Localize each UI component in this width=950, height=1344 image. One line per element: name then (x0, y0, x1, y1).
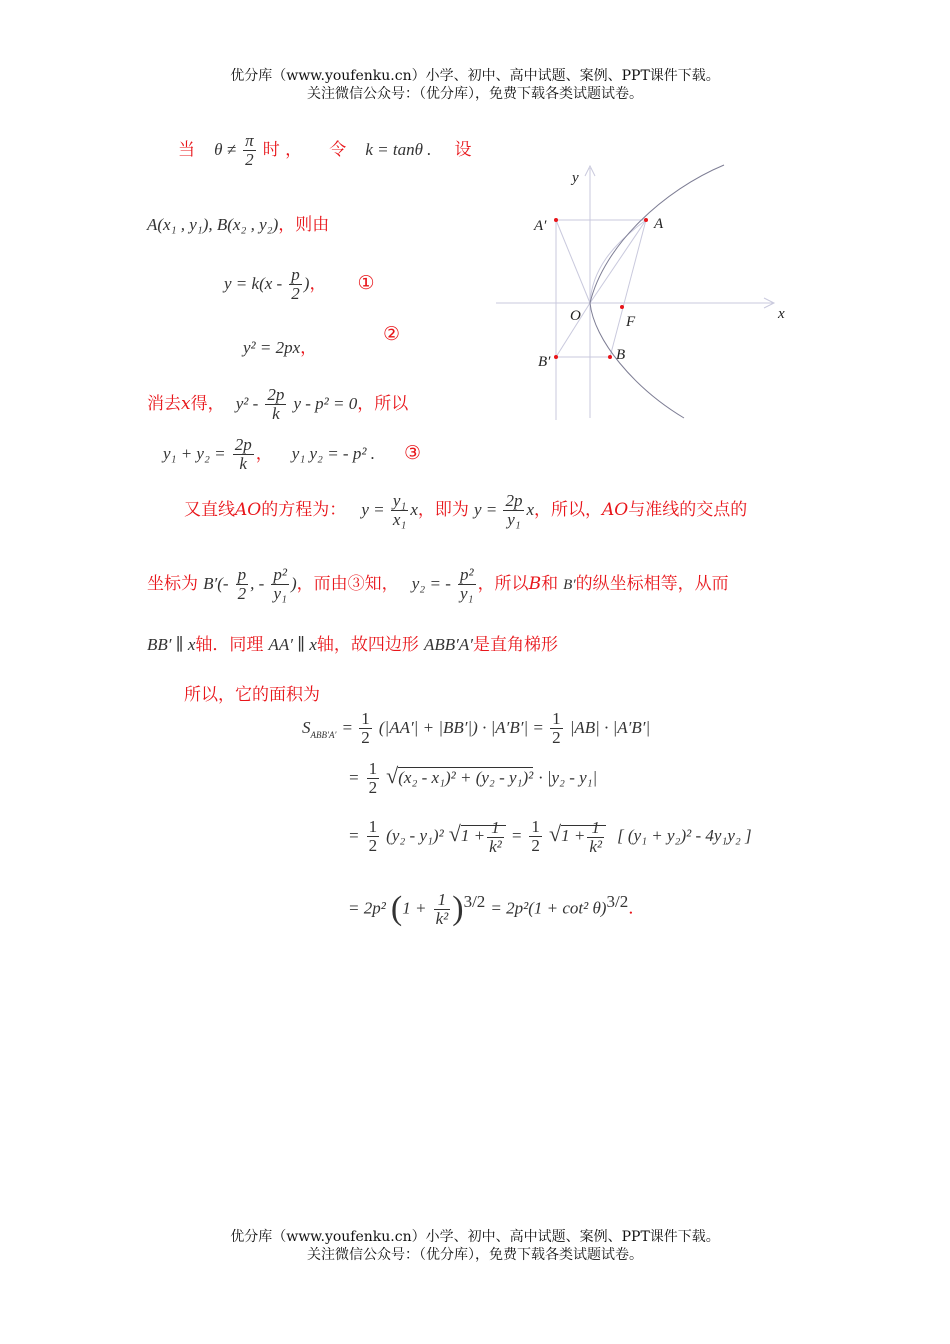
label-x: x (778, 306, 785, 322)
points: A(x₁ , y₁), B(x₂ , y₂) (147, 215, 279, 234)
segment-ab (610, 220, 646, 357)
text-zeyou: ，则由 (278, 215, 330, 235)
theta-neq: θ ≠ (214, 140, 237, 159)
footer-line-1: 优分库（www.youfenku.cn）小学、初中、高中试题、案例、PPT课件下载。 (230, 1229, 720, 1245)
k-tan: k = tanθ . (365, 140, 432, 159)
label-B-prime: B′ (538, 354, 551, 370)
label-F: F (626, 314, 636, 330)
circle-1: ① (357, 272, 375, 294)
area-line-2: = $\frac{1}{2}$ √(x₂ - x₁)² + (y₂ - y₁)² · |y₂ - y₁| (348, 759, 598, 797)
area-line-4: = 2p² (1 + $\frac{1}{\text{k²}}$ )$^{3/2}$ = 2p²(1 + cot² θ)$^{3/2}$． (348, 889, 646, 928)
bprime-line: 坐标为 B′(- $\frac{p}{2}$ , - $\frac{\text{p²}}{\text{y₁}}$ )，而由③知， y₂ = - $\frac{\text{p²}}{\text{y₁}}$ ，所以B和 B′的纵坐标相等，从而 (147, 565, 729, 603)
ao-line: 又直线AO的方程为： y = $\frac{\text{y₁}}{\text{x₁}}$ x，即为 y = $\frac{2p}{\text{y₁}}$ x，所以，AO与准线的交点的 (184, 491, 748, 529)
point-B-prime (554, 355, 558, 359)
label-y: y (572, 170, 579, 186)
segment-ao (556, 220, 590, 303)
label-O: O (570, 308, 581, 324)
footer-line-2: 关注微信公众号：（优分库），免费下载各类试题试卷。 (307, 1247, 643, 1263)
header-line-2: 关注微信公众号：（优分库），免费下载各类试题试卷。 (307, 86, 643, 102)
area-line-1: $S_{ABB'A'}$ = $\frac{1}{2}$ (|AA′| + |BB′|) · |A′B′| = $\frac{1}{2}$ |AB| · |A′B′| (302, 709, 651, 747)
point-F (620, 305, 624, 309)
pi-over-2: $\frac{\pi}{2}$ (245, 131, 254, 169)
header-line-1: 优分库（www.youfenku.cn）小学、初中、高中试题、案例、PPT课件下载。 (230, 68, 720, 84)
equation-2: y² = 2px， ② (243, 323, 401, 358)
circle-2: ② (383, 323, 401, 345)
points-line (147, 210, 329, 235)
text-ling: 令 (329, 140, 347, 160)
point-B (608, 355, 612, 359)
area-intro: 所以，它的面积为 (184, 685, 320, 705)
text-dang: 当 (178, 140, 195, 160)
segment-oa (590, 220, 646, 303)
equation-1: y = k(x - $\frac{p}{2}$ )， ① (224, 265, 375, 303)
text-shi: 时 ， (262, 140, 303, 160)
parabola-figure (494, 160, 794, 425)
condition-line (178, 132, 472, 169)
label-A: A (654, 216, 664, 232)
text-she: 设 (454, 140, 472, 160)
vieta-line: y₁ + y₂ = $\frac{2p}{k}$ ， y₁ y₂ = - p² . ③ (163, 435, 422, 473)
area-line-3: = $\frac{1}{2}$ (y₂ - y₁)² √1 + $\frac{1}{\text{k²}}$ = $\frac{1}{2}$ √1 + $\frac{1}{\text{k²}}$ [ (y₁ + y₂)² - 4y₁y₂ ] (348, 817, 752, 856)
parallel-line: BB′ ∥ x轴．同理 AA′ ∥ x轴，故四边形 ABB′A′是直角梯形 (147, 635, 558, 655)
circle-3: ③ (404, 442, 422, 464)
elimination-line: 消去x得， y² - $\frac{2p}{k}$ y - p² = 0，所以 (147, 385, 409, 423)
label-A-prime: A′ (534, 218, 547, 234)
parabola-curve (590, 165, 724, 418)
point-A (644, 218, 648, 222)
label-B: B (616, 347, 626, 363)
point-A-prime (554, 218, 558, 222)
